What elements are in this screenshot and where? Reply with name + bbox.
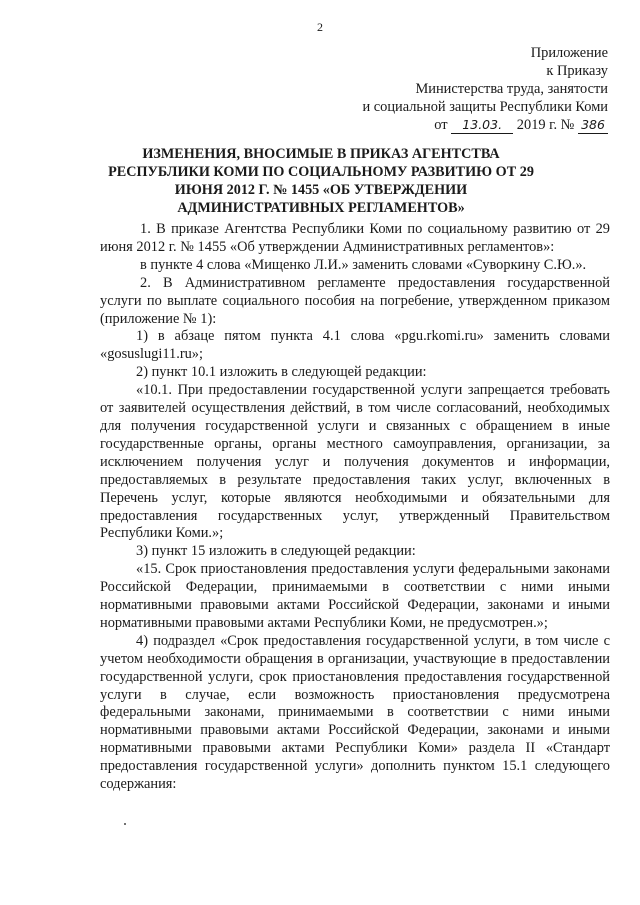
date-prefix: от: [434, 117, 448, 133]
paragraph-2: в пункте 4 слова «Мищенко Л.И.» заменить словами «Суворкину С.Ю.».: [140, 256, 587, 273]
scan-dot-mark: [124, 823, 126, 825]
paragraph-9: 4) подраздел «Срок предоставления государственной услуги, в том числе с учетом необходимости обращения в организации, участвующие в предоставлении государственной услуги, срок приостановления предоставления государственной услуги в случае, если возможность приостановления предусмотрена федеральными законами, принимаемыми в соответствии с ними иными нормативными правовыми актами Российской Федерации, законами и иными нормативными правовыми актами Республики Коми» раздела II «Стандарт предоставления государственной услуги» дополнить пунктом 15.1 следующего содержания:: [100, 632, 610, 793]
page-number: 2: [317, 20, 323, 34]
appendix-line-4: и социальной защиты Республики Коми: [362, 99, 608, 115]
handwritten-date: 13.03.: [451, 117, 513, 134]
appendix-line-2: к Приказу: [546, 63, 608, 79]
paragraph-4: 1) в абзаце пятом пункта 4.1 слова «pgu.rkomi.ru» заменить словами «gosuslugi11.ru»;: [100, 328, 610, 363]
handwritten-number: 386: [578, 117, 608, 134]
appendix-date-line: [362, 116, 608, 134]
paragraph-3: 2. В Административном регламенте предоставления государственной услуги по выплате социального пособия на погребение, утвержденном приказом (приложение № 1):: [100, 274, 610, 327]
appendix-line-1: Приложение: [530, 45, 608, 61]
document-body: [100, 221, 610, 794]
paragraph-5: 2) пункт 10.1 изложить в следующей редакции:: [136, 364, 427, 381]
paragraph-6: «10.1. При предоставлении государственной услуги запрещается требовать от заявителей осуществления действий, в том числе согласований, необходимых для получения государственной услуги и связанных с обращением в иные государственные органы, органы местного самоуправления, организации, за исключением получения услуг и получения документов и информации, предоставляемых в результате предоставления таких услуг, включенных в Перечень услуг, которые являются необходимыми и обязательными для предоставления государственных услуг, утвержденный Правительством Республики Коми.»;: [100, 382, 610, 542]
appendix-header: [362, 44, 608, 134]
paragraph-1: 1. В приказе Агентства Республики Коми по социальному развитию от 29 июня 2012 г. № 1455 «Об утверждении Административных регламентов»:: [100, 221, 610, 255]
year-text: 2019 г. №: [516, 117, 575, 133]
appendix-line-3: Министерства труда, занятости: [415, 81, 608, 97]
document-title: ИЗМЕНЕНИЯ, ВНОСИМЫЕ В ПРИКАЗ АГЕНТСТВА РЕСПУБЛИКИ КОМИ ПО СОЦИАЛЬНОМУ РАЗВИТИЮ ОТ 29 ИЮНЯ 2012 Г. № 1455 «ОБ УТВЕРЖДЕНИИ АДМИНИСТРАТИВНЫХ РЕГЛАМЕНТОВ»: [108, 146, 534, 216]
paragraph-7: 3) пункт 15 изложить в следующей редакции:: [136, 543, 416, 560]
paragraph-8: «15. Срок приостановления предоставления услуги федеральными законами Российской Федерации, принимаемыми в соответствии с ними иными нормативными правовыми актами Российской Федерации, законами и иными нормативными правовыми актами Республики Коми, не предусмотрен.»;: [100, 561, 610, 631]
